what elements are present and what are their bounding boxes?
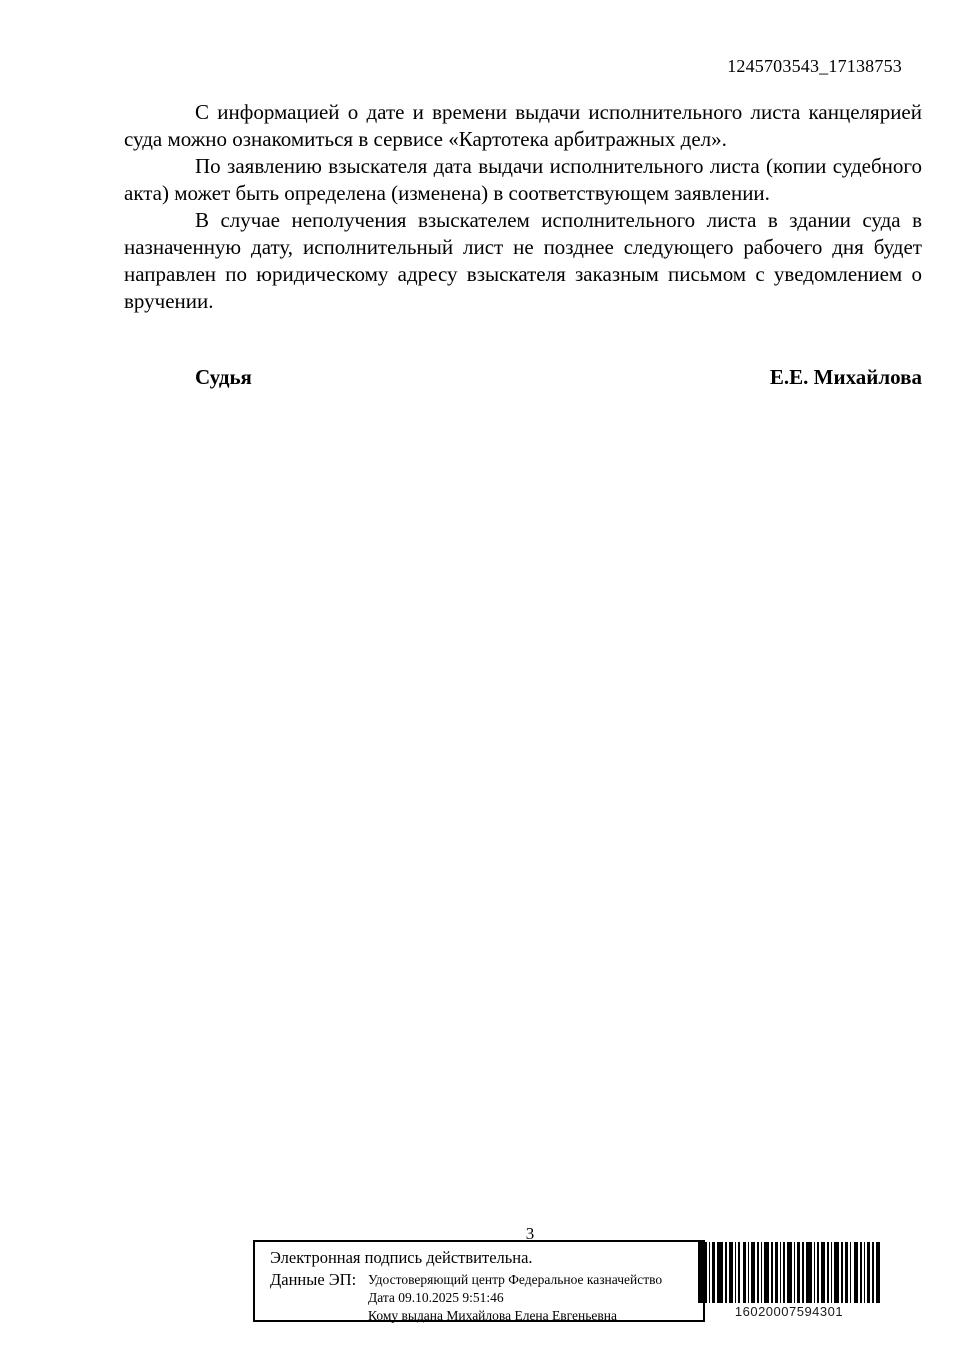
judge-role-label: Судья — [195, 365, 252, 389]
barcode-number: 16020007594301 — [734, 1304, 844, 1319]
stamp-details — [368, 1271, 662, 1325]
page-number: 3 — [525, 1224, 535, 1243]
stamp-data-label: Данные ЭП: — [270, 1270, 357, 1289]
document-body — [124, 99, 922, 391]
judge-signature-row — [124, 364, 922, 391]
stamp-certification-center: Удостоверяющий центр Федеральное казначейство — [368, 1272, 663, 1287]
paragraph-issue-date: По заявлению взыскателя дата выдачи исполнительного листа (копии судебного акта) может быть определена (изменена) в соответствующем заявлении. — [124, 154, 922, 205]
stamp-validity-text: Электронная подпись действительна. — [270, 1248, 533, 1267]
paragraph-kartoteka: С информацией о дате и времени выдачи исполнительного листа канцелярией суда можно ознакомиться в сервисе «Картотека арбитражных дел». — [124, 100, 922, 151]
stamp-issued-to: Кому выдана Михайлова Елена Евгеньевна — [368, 1308, 617, 1323]
barcode — [698, 1242, 880, 1319]
document-code: 1245703543_17138753 — [727, 56, 902, 76]
stamp-date: Дата 09.10.2025 9:51:46 — [368, 1290, 504, 1305]
paragraph-mailing: В случае неполучения взыскателем исполнительного листа в здании суда в назначенную дату, исполнительный лист не позднее следующего рабочего дня будет направлен по юридическому адресу взыскателя заказным письмом с уведомлением о вручении. — [124, 208, 922, 313]
barcode-bars-icon — [698, 1242, 880, 1303]
electronic-signature-stamp — [253, 1240, 705, 1322]
stamp-data-row — [270, 1271, 703, 1325]
judge-name: Е.Е. Михайлова — [769, 365, 922, 389]
